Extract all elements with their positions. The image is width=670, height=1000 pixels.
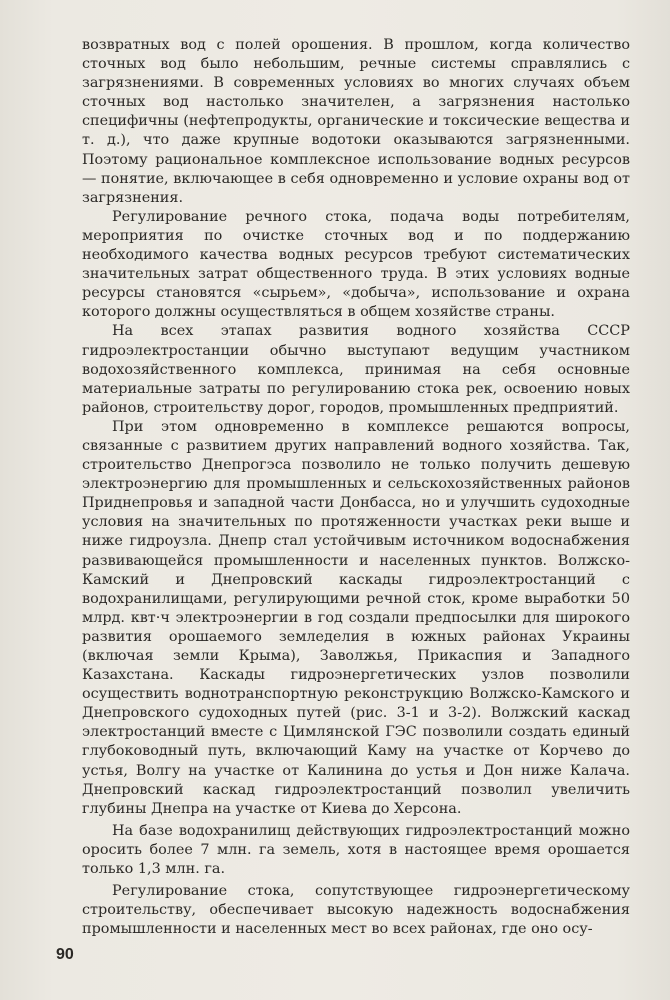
- paragraph-6: Регулирование стока, сопутствующее гидроэнергетическому строительству, обеспечивает высокую надежность водоснабжения промышленности и населенных мест во всех районах, где оно осу-: [82, 883, 630, 938]
- paragraph-2: Регулирование речного стока, подача воды потребителям, мероприятия по очистке сточных вод и по поддержанию необходимого качества водных ресурсов требуют систематических значительных затрат общественного труда. В этих условиях водные ресурсы становятся «сырьем», «добыча», использование и охрана которого должны осуществляться в общем хозяйстве страны.: [82, 208, 630, 321]
- paragraph-5: На базе водохранилищ действующих гидроэлектростанций можно оросить более 7 млн. га земель, хотя в настоящее время орошается только 1,3 млн. га.: [82, 822, 630, 878]
- body-text: [82, 36, 630, 939]
- paragraph-3: На всех этапах развития водного хозяйства СССР гидроэлектростанции обычно выступают ведущим участником водохозяйственного комплекса, принимая на себя основные материальные затраты по регулированию стока рек, освоению новых районов, строительству дорог, городов, промышленных предприятий.: [82, 323, 630, 416]
- paragraph-1: возвратных вод с полей орошения. В прошлом, когда количество сточных вод было небольшим, речные системы справлялись с загрязнениями. В современных условиях во многих случаях объем сточных вод настолько значителен, а загрязнения настолько специфичны (нефтепродукты, органические и токсические вещества и т. д.), что даже крупные водотоки оказываются загрязненными. Поэтому рациональное комплексное использование водных ресурсов — понятие, включающее в себя одновременно и условие охраны вод от загрязнения.: [82, 37, 630, 206]
- page-number: 90: [56, 946, 74, 963]
- paragraph-4: При этом одновременно в комплексе решаются вопросы, связанные с развитием других направлений водного хозяйства. Так, строительство Днепрогэса позволило не только получить дешевую электроэнергию для промышленных и сельскохозяйственных районов Приднепровья и западной части Донбасса, но и улучшить судоходные условия на значительных по протяженности участках реки выше и ниже гидроузла. Днепр стал устойчивым источником водоснабжения развивающейся промышленности и населенных пунктов. Волжско-Камский и Днепровский каскады гидроэлектростанций с водохранилищами, регулирующими речной сток, кроме выработки 50 млрд. квт·ч электроэнергии в год создали предпосылки для широкого развития орошаемого земледелия в южных районах Украины (включая земли Крыма), Заволжья, Прикаспия и Западного Казахстана. Каскады гидроэнергетических узлов позволили осуществить воднотранспортную реконструкцию Волжско-Камского и Днепровского судоходных путей (рис. 3-1 и 3-2). Волжский каскад электростанций вместе с Цимлянской ГЭС позволили создать единый глубоководный путь, включающий Каму на участке от Корчево до устья, Волгу на участке от Калинина до устья и Дон ниже Калача. Днепровский каскад гидроэлектростанций позволил увеличить глубины Днепра на участке от Киева до Херсона.: [82, 418, 630, 817]
